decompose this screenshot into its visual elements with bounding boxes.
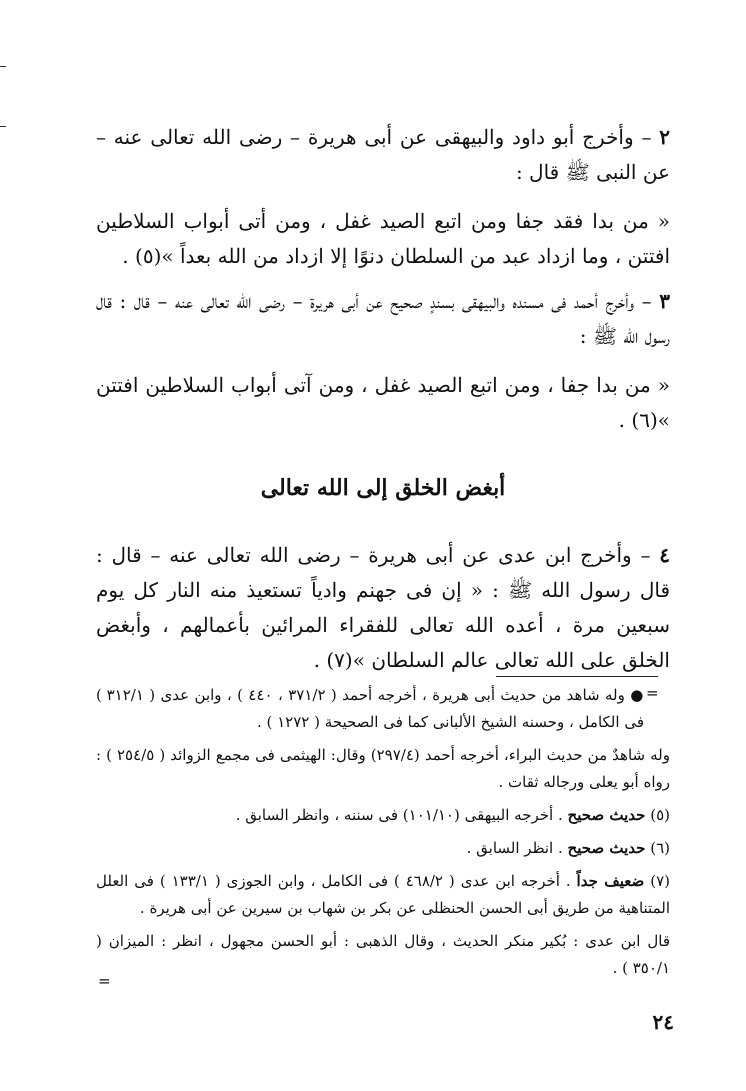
quote-3: « من بدا جفا ، ومن اتبع الصيد غفل ، ومن آتى أبواب السلاطين افتتن »(٦) . bbox=[96, 373, 670, 432]
paragraph-text: – وأخرج أحمد فى مسنده والبيهقى بسندٍ صحيح عن أبى هريرة – رضى الله تعالى عنه – قال : قال رسول الله ﷺ : bbox=[96, 289, 670, 348]
footnote-2: وله شاهدٌ من حديث البراء، أخرجه أحمد (٢٩٧/٤) وقال: الهيثمى فى مجمع الزوائد ( ٢٥٤/٥ ) : رواه أبو يعلى ورجاله ثقات . bbox=[96, 746, 670, 791]
footnotes bbox=[96, 682, 670, 988]
page-body bbox=[96, 120, 670, 692]
footnote-text: . أخرجه البيهقى (١٠١/١٠) فى سننه ، وانظر السابق . bbox=[235, 806, 568, 824]
footnote-1: ● وله شاهد من حديث أبى هريرة ، أخرجه أحمد ( ٣٧١/٢ ، ٤٤٠ ) ، وابن عدى ( ٣١٢/١ ) فى الكامل ، وحسنه الشيخ الألبانى كما فى الصحيحة ( ١٢٧٢ ) . bbox=[96, 686, 644, 731]
paragraph-3 bbox=[96, 284, 670, 354]
quote-2: « من بدا فقد جفا ومن اتبع الصيد غفل ، ومن أتى أبواب السلاطين افتتن ، وما ازداد عبد من السلطان دنوًا إلا ازداد من الله بعداً »(٥) . bbox=[96, 209, 670, 268]
footnote-5 bbox=[96, 802, 670, 829]
paragraph-text: – وأخرج ابن عدى عن أبى هريرة – رضى الله تعالى عنه – قال : قال رسول الله ﷺ : « إن فى جهنم وادياً تستعيذ منه النار كل يوم سبعين مرة ، أعده الله تعالى للفقراء المرائين بأعمالهم ، وأبغض الخلق على الله تعالى عالم السلطان »(٧) . bbox=[96, 543, 670, 672]
footnote-label: (٦) bbox=[650, 839, 670, 857]
continuation-mark-bottom: = bbox=[98, 972, 111, 990]
paragraph-4 bbox=[96, 538, 670, 678]
paragraph-2 bbox=[96, 120, 670, 190]
footnote-label: (٥) bbox=[650, 806, 670, 824]
margin-mark-lower bbox=[0, 126, 6, 127]
footnote-text: . أخرجه ابن عدى ( ٤٦٨/٢ ) فى الكامل ، وابن الجوزى ( ١٣٣/١ ) فى العلل المتناهية من طريق أبى الحسن الحنظلى عن بكر بن شهاب بن سيرين عن أبى هريرة . bbox=[96, 872, 670, 917]
footnote-label: (٧) bbox=[650, 872, 670, 890]
footnote-grade: ضعيف جداً bbox=[576, 872, 645, 890]
paragraph-text: – وأخرج أبو داود والبيهقى عن أبى هريرة – رضى الله تعالى عنه – عن النبى ﷺ قال : bbox=[96, 125, 670, 184]
margin-mark-top bbox=[0, 66, 6, 67]
footnote-7 bbox=[96, 868, 670, 922]
footnote-8: قال ابن عدى : بُكير منكر الحديث ، وقال الذهبى : أبو الحسن مجهول ، انظر : الميزان ( ٣٥٠/١ ) . bbox=[96, 932, 670, 977]
paragraph-number: ٤ bbox=[659, 543, 670, 567]
footnote-6 bbox=[96, 835, 670, 862]
footnote-grade: حديث صحيح bbox=[567, 806, 646, 824]
continuation-mark-top: = bbox=[646, 684, 659, 702]
footnote-grade: حديث صحيح bbox=[567, 839, 646, 857]
section-heading: أبغض الخلق إلى الله تعالى bbox=[260, 475, 506, 501]
paragraph-number: ٢ bbox=[659, 125, 670, 149]
footnote-separator bbox=[496, 676, 658, 677]
footnote-text: . انظر السابق . bbox=[466, 839, 568, 857]
page-number: ٢٤ bbox=[652, 1010, 674, 1034]
paragraph-number: ٣ bbox=[659, 289, 670, 313]
